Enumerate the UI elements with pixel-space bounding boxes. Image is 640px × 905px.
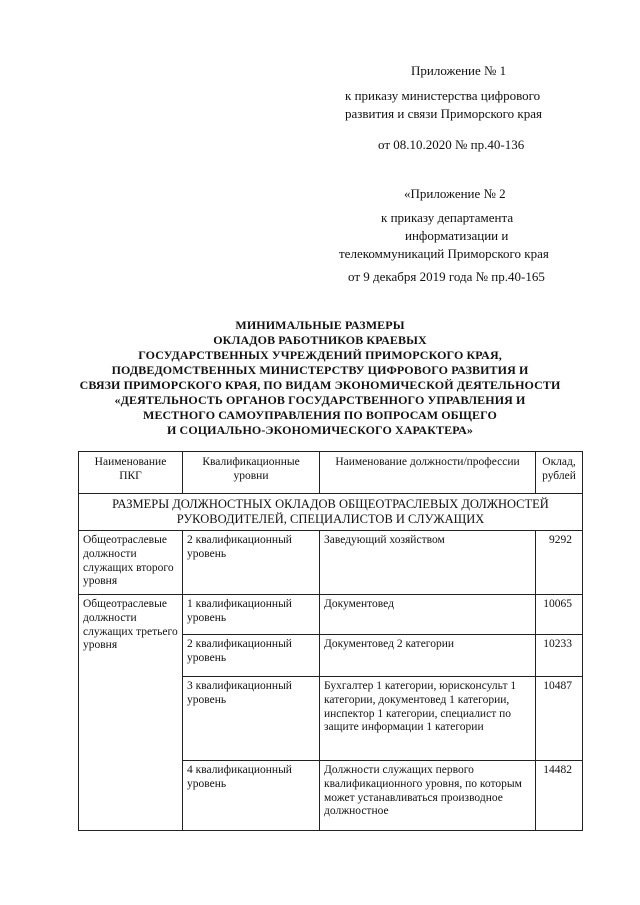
heading-line: ОКЛАДОВ РАБОТНИКОВ КРАЕВЫХ (213, 333, 427, 347)
profession: Бухгалтер 1 категории, юрисконсульт 1 категории, документовед 1 категории, инспектор 1 категории, специалист по защите информации 1 категории (320, 677, 536, 761)
qualification-level: 1 квалификационный уровень (183, 595, 320, 635)
appendix2-line2: информатизации и (405, 228, 509, 243)
heading-line: ГОСУДАРСТВЕННЫХ УЧРЕЖДЕНИЙ ПРИМОРСКОГО КРАЯ, (138, 348, 502, 362)
qualification-level: 2 квалификационный уровень (183, 635, 320, 677)
heading-line: «ДЕЯТЕЛЬНОСТЬ ОРГАНОВ ГОСУДАРСТВЕННОГО УПРАВЛЕНИЯ И (114, 393, 526, 407)
header-salary: Оклад, рублей (536, 452, 583, 494)
profession: Заведующий хозяйством (320, 531, 536, 595)
profession: Документовед 2 категории (320, 635, 536, 677)
heading-line: МЕСТНОГО САМОУПРАВЛЕНИЯ ПО ВОПРОСАМ ОБЩЕГО (143, 408, 497, 422)
salary-value: 10487 (536, 677, 583, 761)
appendix2-title: «Приложение № 2 (404, 186, 506, 201)
salary-value: 9292 (536, 531, 583, 595)
heading-line: СВЯЗИ ПРИМОРСКОГО КРАЯ, ПО ВИДАМ ЭКОНОМИЧЕСКОЙ ДЕЯТЕЛЬНОСТИ (79, 378, 561, 392)
appendix2-line1: к приказу департамента (381, 210, 514, 225)
table-header-row (79, 452, 583, 494)
table-row (79, 531, 583, 595)
heading-line: ПОДВЕДОМСТВЕННЫХ МИНИСТЕРСТВУ ЦИФРОВОГО РАЗВИТИЯ И (111, 363, 529, 377)
appendix1-line2: развития и связи Приморского края (345, 106, 542, 121)
section-title: РАЗМЕРЫ ДОЛЖНОСТНЫХ ОКЛАДОВ ОБЩЕОТРАСЛЕВЫХ ДОЛЖНОСТЕЙ РУКОВОДИТЕЛЕЙ, СПЕЦИАЛИСТОВ И СЛУЖАЩИХ (79, 494, 583, 531)
pkg-name: Общеотраслевые должности служащих третьего уровня (79, 595, 183, 831)
pkg-name: Общеотраслевые должности служащих второго уровня (79, 531, 183, 595)
profession: Документовед (320, 595, 536, 635)
appendix1-line1: к приказу министерства цифрового (345, 88, 541, 103)
profession: Должности служащих первого квалификационного уровня, по которым может устанавливаться производное должностное (320, 761, 536, 831)
appendix2-date: от 9 декабря 2019 года № пр.40-165 (348, 269, 545, 284)
header-pkg: Наименование ПКГ (79, 452, 183, 494)
qualification-level: 4 квалификационный уровень (183, 761, 320, 831)
heading-line: И СОЦИАЛЬНО-ЭКОНОМИЧЕСКОГО ХАРАКТЕРА» (167, 423, 473, 437)
salary-table (78, 451, 583, 831)
appendix1-date: от 08.10.2020 № пр.40-136 (378, 137, 525, 152)
appendix1-title: Приложение № 1 (411, 63, 507, 78)
qualification-level: 3 квалификационный уровень (183, 677, 320, 761)
qualification-level: 2 квалификационный уровень (183, 531, 320, 595)
header-level: Квалификационные уровни (183, 452, 320, 494)
header-profession: Наименование должности/профессии (320, 452, 536, 494)
salary-value: 10065 (536, 595, 583, 635)
salary-value: 10233 (536, 635, 583, 677)
heading-line: МИНИМАЛЬНЫЕ РАЗМЕРЫ (235, 318, 405, 332)
salary-value: 14482 (536, 761, 583, 831)
section-row (79, 494, 583, 531)
table-row (79, 595, 583, 635)
appendix2-line3: телекоммуникаций Приморского края (339, 246, 549, 261)
